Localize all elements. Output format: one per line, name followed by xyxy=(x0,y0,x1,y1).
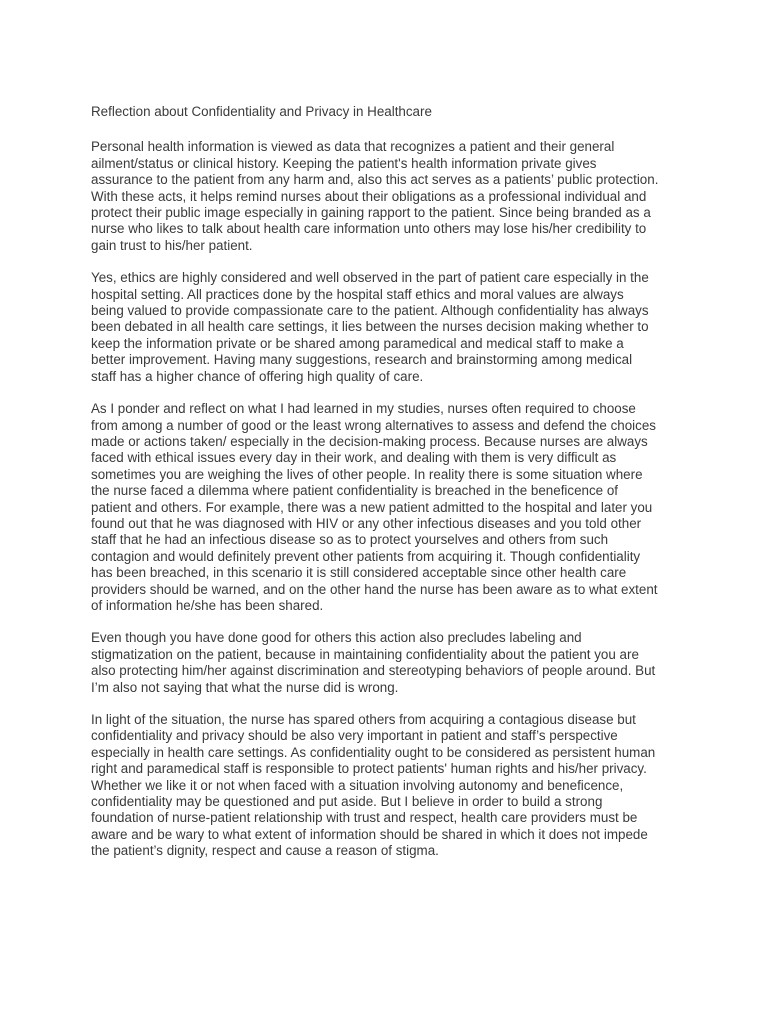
body-paragraph xyxy=(91,630,689,696)
paragraph-line: especially in health care settings. As confidentiality ought to be considered as persistent human xyxy=(91,744,656,760)
paragraph-line: from among a number of good or the least wrong alternatives to assess and defend the choices xyxy=(91,417,656,433)
paragraph-line: protect their public image especially in gaining rapport to the patient. Since being branded as a xyxy=(91,205,651,221)
paragraph-line: confidentiality may be questioned and put aside. But I believe in order to build a strong xyxy=(91,794,603,810)
paragraph-line: foundation of nurse-patient relationship with trust and respect, health care providers must be xyxy=(91,810,638,826)
paragraph-line: being valued to provide compassionate care to the patient. Although confidentiality has always xyxy=(91,303,649,319)
paragraph-line: the nurse faced a dilemma where patient confidentiality is breached in the beneficence of xyxy=(91,483,619,499)
paragraph-line: staff that he had an infectious disease so as to protect yourselves and others from such xyxy=(91,532,609,548)
body-paragraph xyxy=(91,401,689,614)
paragraph-line: assurance to the patient from any harm and, also this act serves as a patients’ public protection. xyxy=(91,172,659,188)
body-paragraph xyxy=(91,270,689,385)
document-body xyxy=(91,104,689,876)
paragraph-line: nurse who likes to talk about health care information unto others may lose his/her credibility to xyxy=(91,221,647,237)
paragraph-line: With these acts, it helps remind nurses about their obligations as a professional individual and xyxy=(91,188,647,204)
document-title: Reflection about Confidentiality and Privacy in Healthcare xyxy=(91,104,432,119)
paragraph-line: made or actions taken/ especially in the decision-making process. Because nurses are always xyxy=(91,433,648,449)
paragraph-line: ailment/status or clinical history. Keeping the patient's health information private gives xyxy=(91,155,597,171)
paragraph-line: hospital setting. All practices done by the hospital staff ethics and moral values are always xyxy=(91,286,624,302)
paragraph-line: staff has a higher chance of offering high quality of care. xyxy=(91,368,424,384)
paragraph-line: patient and others. For example, there was a new patient admitted to the hospital and later you xyxy=(91,499,653,515)
paragraph-line: contagion and would definitely prevent other patients from acquiring it. Though confidentiality xyxy=(91,548,641,564)
paragraph-line: In light of the situation, the nurse has spared others from acquiring a contagious disease but xyxy=(91,712,636,727)
paragraph-line: confidentiality and privacy should be also very important in patient and staff’s perspective xyxy=(91,728,618,744)
paragraph-line: gain trust to his/her patient. xyxy=(91,237,253,253)
paragraph-line: providers should be warned, and on the other hand the nurse has been aware as to what extent xyxy=(91,581,658,597)
paragraph-line: been debated in all health care settings, it lies between the nurses decision making whether to xyxy=(91,319,649,335)
paragraph-line: also protecting him/her against discrimination and stereotyping behaviors of people around. But xyxy=(91,663,656,679)
paragraph-line: right and paramedical staff is responsible to protect patients' human rights and his/her privacy. xyxy=(91,761,647,777)
body-paragraph xyxy=(91,712,689,860)
paragraph-line: Whether we like it or not when faced with a situation involving autonomy and beneficence, xyxy=(91,777,624,793)
paragraph-line: stigmatization on the patient, because in maintaining confidentiality about the patient you are xyxy=(91,646,639,662)
paragraph-line: I’m also not saying that what the nurse did is wrong. xyxy=(91,679,399,695)
paragraph-line: Yes, ethics are highly considered and well observed in the part of patient care especially in the xyxy=(91,270,649,286)
paragraph-line: As I ponder and reflect on what I had learned in my studies, nurses often required to choose xyxy=(91,401,636,417)
paragraph-line: sometimes you are weighing the lives of other people. In reality there is some situation where xyxy=(91,466,643,482)
paragraph-line: aware and be wary to what extent of information should be shared in which it does not impede xyxy=(91,826,648,842)
body-paragraph xyxy=(91,139,689,254)
paragraph-line: Even though you have done good for others this action also precludes labeling and xyxy=(91,630,582,646)
paragraph-line: Personal health information is viewed as data that recognizes a patient and their general xyxy=(91,139,615,155)
paragraph-line: the patient’s dignity, respect and cause a reason of stigma. xyxy=(91,843,439,859)
paragraph-line: of information he/she has been shared. xyxy=(91,597,324,613)
paragraph-line: has been breached, in this scenario it is still considered acceptable since other health care xyxy=(91,565,627,581)
paragraph-list xyxy=(91,139,689,859)
paragraph-line: keep the information private or be shared among paramedical and medical staff to make a xyxy=(91,335,624,351)
paragraph-line: better improvement. Having many suggestions, research and brainstorming among medical xyxy=(91,352,633,368)
paragraph-line: found out that he was diagnosed with HIV or any other infectious diseases and you told other xyxy=(91,515,642,531)
paragraph-line: faced with ethical issues every day in their work, and dealing with them is very difficult as xyxy=(91,450,617,466)
